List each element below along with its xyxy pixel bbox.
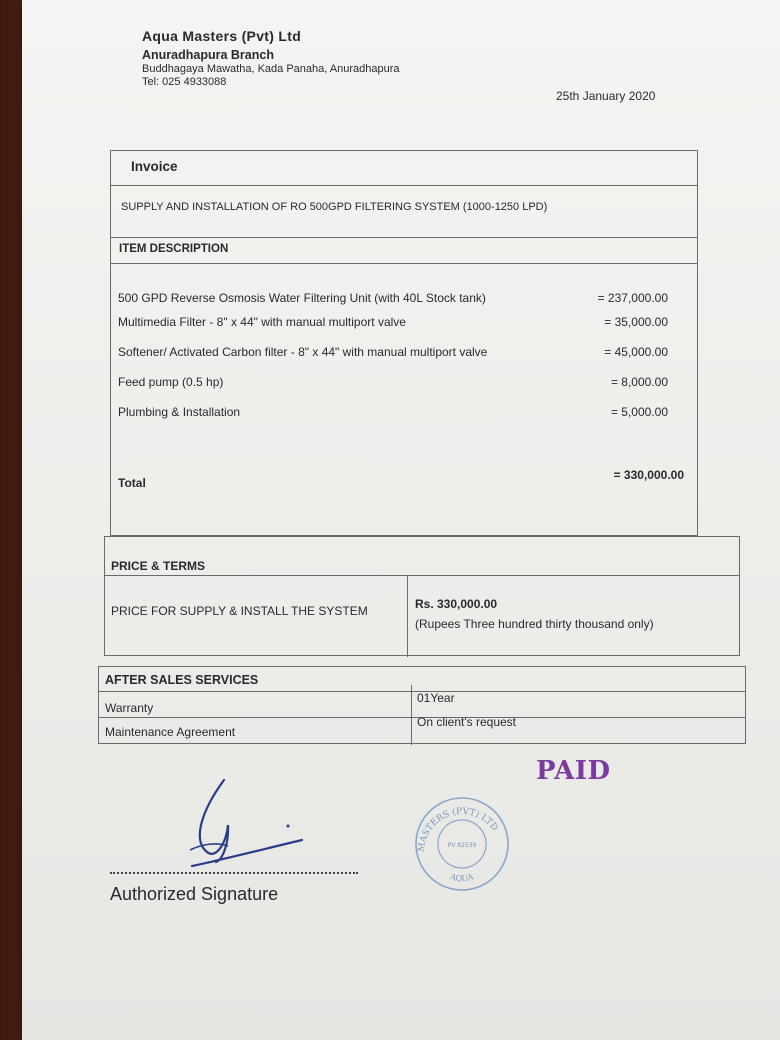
paid-stamp: PAID — [536, 756, 611, 786]
company-header — [142, 28, 399, 88]
item-description: Plumbing & Installation — [118, 405, 241, 419]
warranty-label: Warranty — [105, 701, 154, 715]
item-description: Feed pump (0.5 hp) — [118, 375, 224, 389]
company-tel: Tel: 025 4933088 — [142, 76, 227, 88]
after-sales-table — [98, 666, 746, 744]
invoice-subject: SUPPLY AND INSTALLATION OF RO 500GPD FILTERING SYSTEM (1000-1250 LPD) — [121, 201, 548, 213]
total-amount: = 330,000.00 — [613, 468, 684, 482]
item-row — [118, 345, 668, 359]
item-amount: = 35,000.00 — [604, 315, 668, 329]
seal-inner-text: PV 82539 — [447, 842, 477, 849]
maintenance-value: On client's request — [417, 715, 517, 729]
item-description: 500 GPD Reverse Osmosis Water Filtering Unit (with 40L Stock tank) — [118, 291, 486, 305]
price-terms-label: PRICE FOR SUPPLY & INSTALL THE SYSTEM — [111, 604, 368, 618]
item-row — [118, 315, 668, 329]
company-name: Aqua Masters (Pvt) Ltd — [142, 28, 302, 44]
item-description: Softener/ Activated Carbon filter - 8" x 44" with manual multiport valve — [118, 345, 488, 359]
item-amount: = 8,000.00 — [610, 375, 668, 389]
after-sales-heading: AFTER SALES SERVICES — [105, 673, 259, 687]
seal-bottom-text: AQUA — [449, 871, 475, 884]
price-amount: Rs. 330,000.00 — [415, 597, 498, 611]
invoice-heading: Invoice — [131, 159, 178, 174]
signature-line — [110, 872, 358, 874]
item-amount: = 45,000.00 — [604, 345, 668, 359]
item-amount: = 237,000.00 — [597, 291, 668, 305]
item-description: Multimedia Filter - 8" x 44" with manual multiport valve — [118, 315, 406, 329]
warranty-value: 01Year — [417, 691, 455, 705]
company-seal — [410, 792, 514, 896]
maintenance-label: Maintenance Agreement — [105, 725, 236, 739]
total-row — [118, 468, 684, 490]
price-amount-words: (Rupees Three hundred thirty thousand only) — [415, 617, 654, 631]
company-address: Buddhagaya Mawatha, Kada Panaha, Anuradhapura — [142, 63, 400, 75]
item-row — [118, 291, 668, 305]
seal-text: MASTERS (PVT) LTD — [416, 806, 500, 853]
price-terms-heading: PRICE & TERMS — [111, 559, 206, 573]
svg-text:AQUA — [448, 872, 474, 884]
item-amount: = 5,000.00 — [610, 405, 668, 419]
invoice-sheet — [22, 0, 780, 1040]
item-row — [118, 375, 668, 389]
company-branch: Anuradhapura Branch — [142, 48, 274, 62]
invoice-date: 25th January 2020 — [556, 89, 656, 103]
total-label: Total — [118, 476, 146, 490]
items-heading: ITEM DESCRIPTION — [119, 243, 229, 255]
price-terms-table — [104, 536, 740, 656]
signature-scribble — [132, 770, 332, 880]
signature-label: Authorized Signature — [110, 884, 279, 904]
item-row — [118, 405, 668, 419]
